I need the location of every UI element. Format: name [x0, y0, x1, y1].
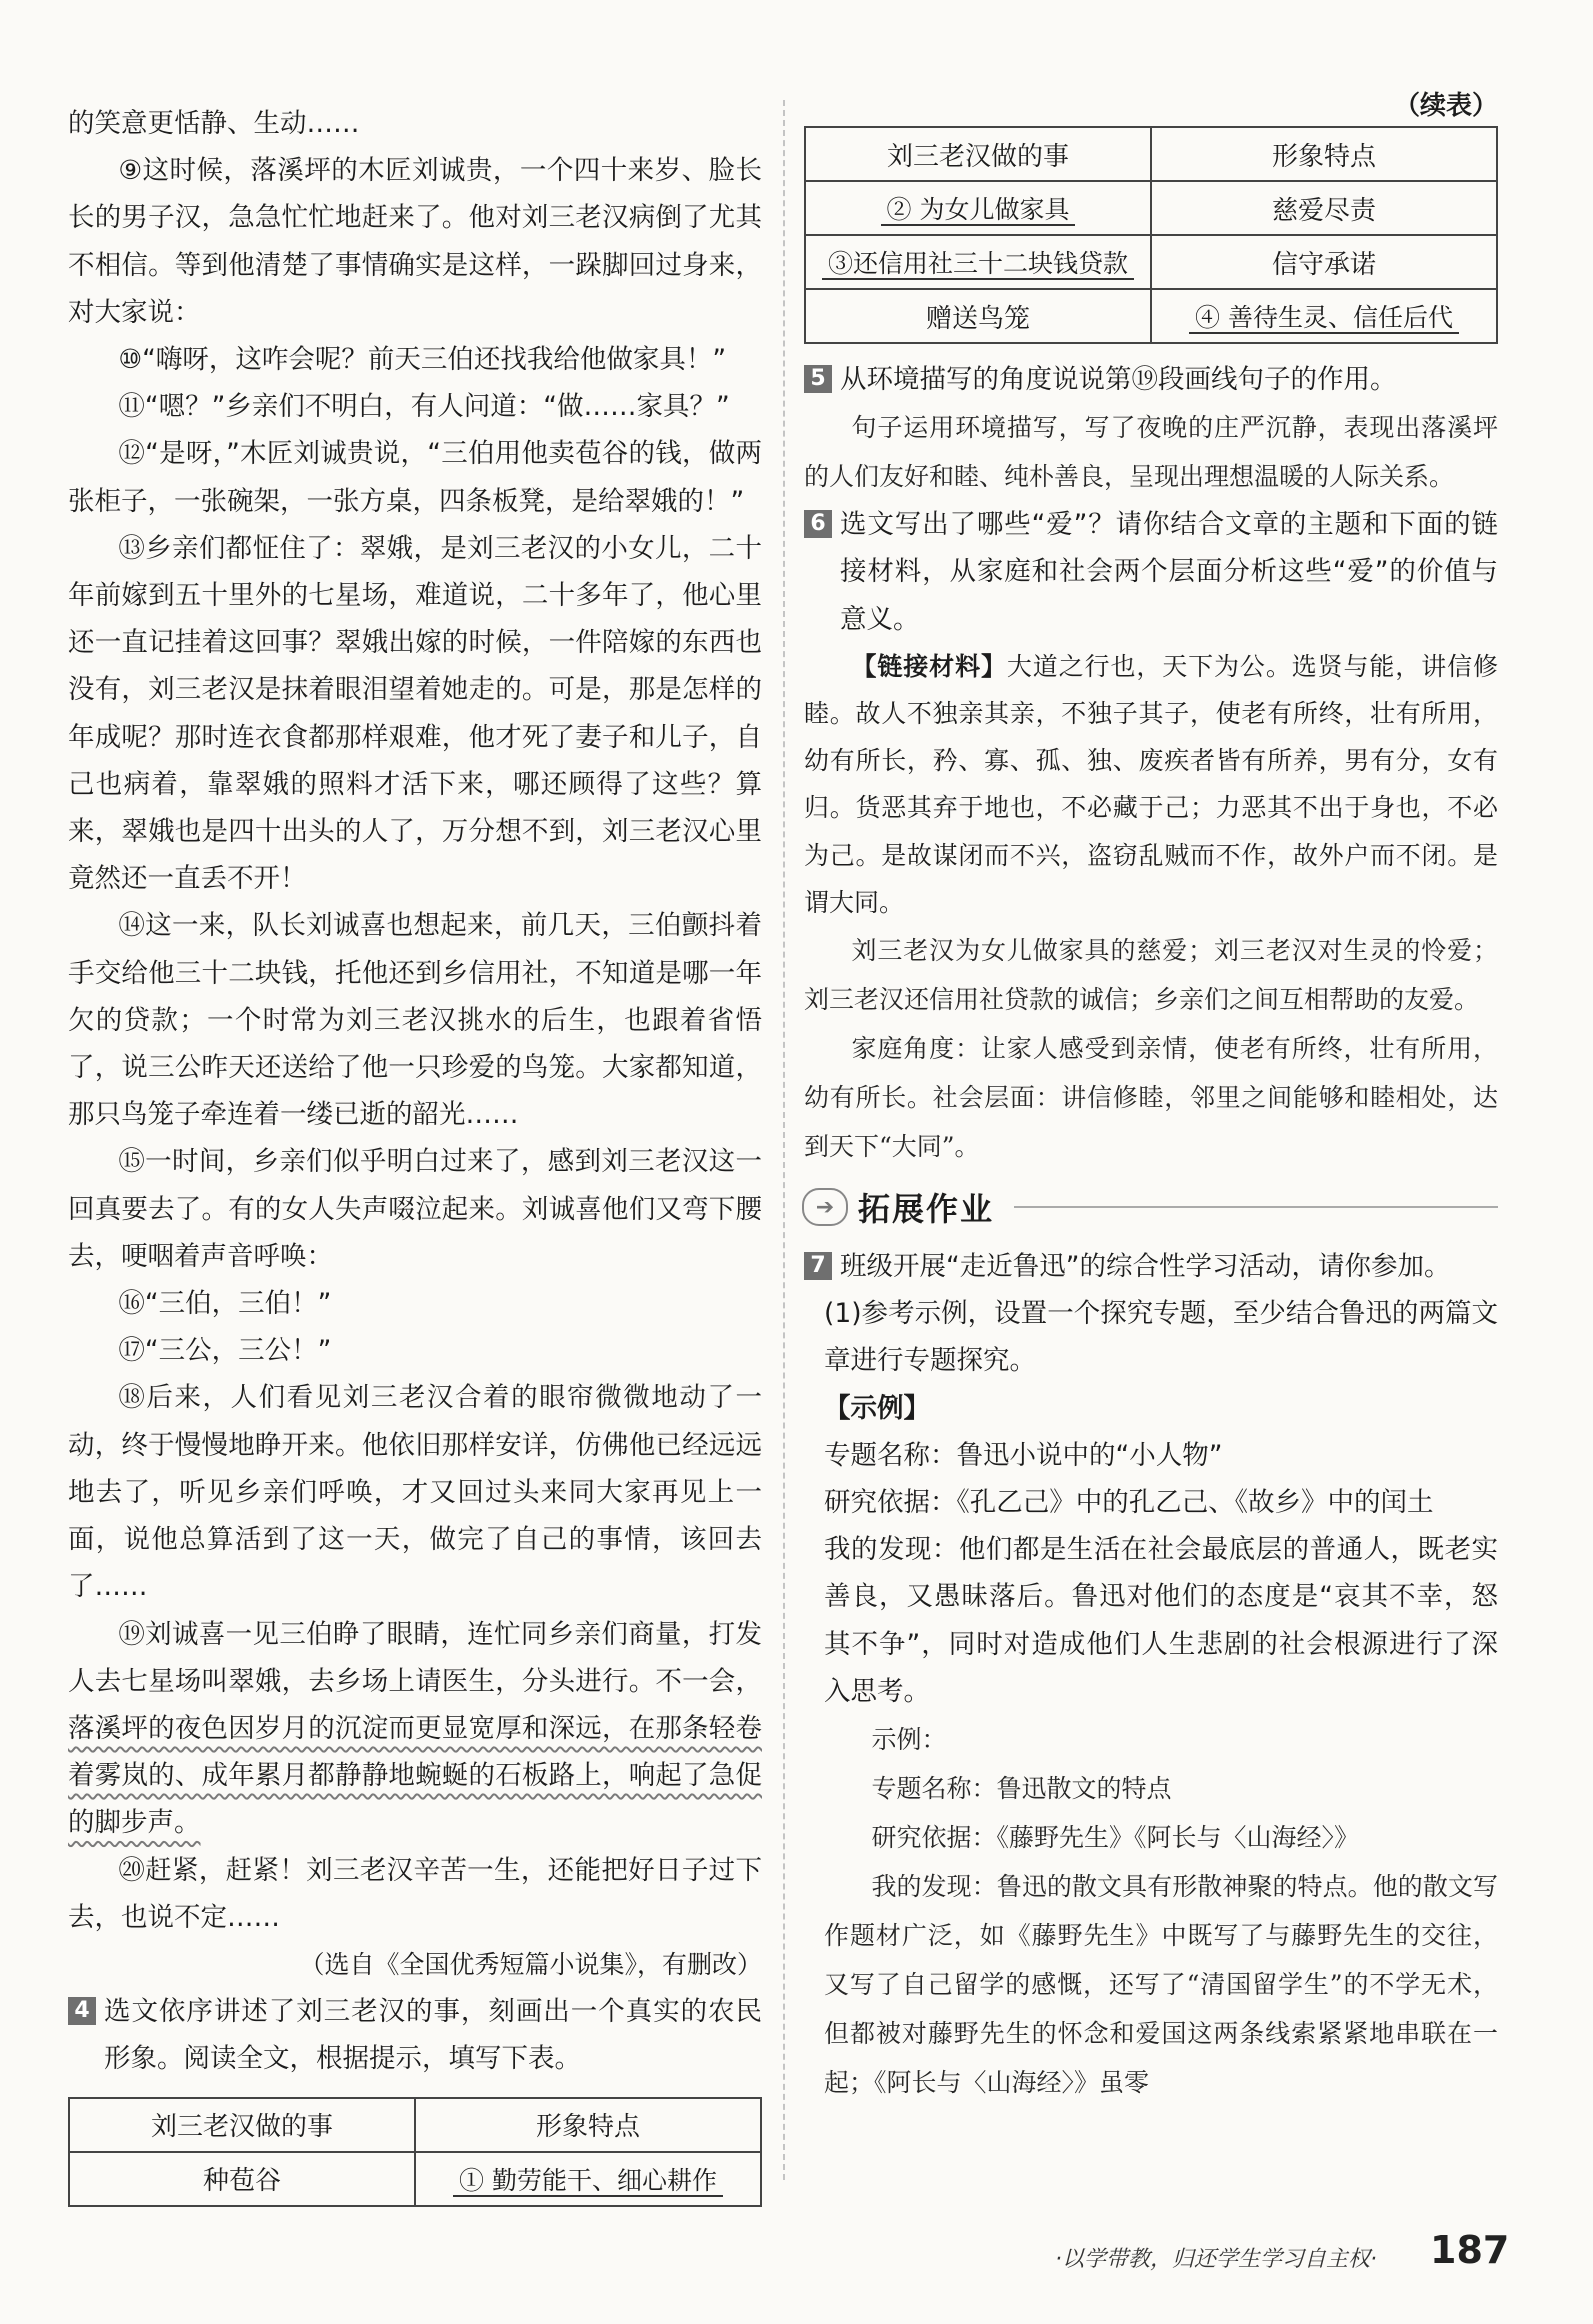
table-row: [69, 2152, 761, 2206]
table-cell: 慈爱尽责: [1151, 181, 1497, 235]
column-divider: [783, 100, 785, 2180]
table-header-row: [805, 127, 1497, 181]
paragraph-8-end: 的笑意更恬静、生动……: [68, 108, 360, 139]
source-citation: （选自《全国优秀短篇小说集》，有删改）: [299, 1949, 762, 1979]
answer-cell: [805, 181, 1151, 235]
example-label: 【示例】: [824, 1392, 930, 1424]
paragraph-11: ⑪“嗯？”乡亲们不明白，有人问道：“做……家具？”: [118, 391, 730, 423]
table-cell: 信守承诺: [1151, 235, 1497, 289]
paragraph-19: [68, 1611, 762, 1847]
paragraph-13: ⑬乡亲们都怔住了：翠娥，是刘三老汉的小女儿，二十年前嫁到五十里外的七星场，难道说，二十多年了，他心里还一直记挂着这回事？翠娥出嫁的时候，一件陪嫁的东西也没有，刘三老汉是抹着眼泪望着她走的。可是，那是怎样的年成呢？那时连衣食都那样艰难，他才死了妻子和儿子，自己也病着，靠翠娥的照料才活下来，哪还顾得了这些？算来，翠娥也是四十出头的人了，万分想不到，刘三老汉心里竟然还一直丢不开！: [68, 532, 762, 895]
answer-cell: [805, 235, 1151, 289]
arrow-icon: ➔: [802, 1188, 848, 1226]
header-rule: [1014, 1206, 1498, 1208]
question-number-badge: 5: [804, 365, 832, 393]
question-7-1: (1)参考示例，设置一个探究专题，至少结合鲁迅的两篇文章进行专题探究。: [824, 1298, 1498, 1377]
answer-7: [804, 1715, 1498, 2107]
answer-7-line: 研究依据：《藤野先生》《阿长与〈山海经〉》: [871, 1823, 1360, 1853]
table-header-deeds: 刘三老汉做的事: [69, 2098, 415, 2152]
example-finding: 我的发现：他们都是生活在社会最底层的普通人，既老实善良，又愚昧落后。鲁迅对他们的态度是“哀其不幸，怒其不争”，同时对造成他们人生悲剧的社会根源进行了深入思考。: [824, 1534, 1498, 1707]
paragraph-15: ⑮一时间，乡亲们似乎明白过来了，感到刘三老汉这一回真要去了。有的女人失声啜泣起来。刘诚喜他们又弯下腰去，哽咽着声音呼唤：: [68, 1146, 762, 1272]
table-header-row: [69, 2098, 761, 2152]
question-number-badge: 6: [804, 510, 832, 538]
example-topic: 专题名称：鲁迅小说中的“小人物”: [824, 1439, 1223, 1471]
table-part-2: [804, 126, 1498, 344]
page-number: 187: [1430, 2228, 1510, 2272]
table-row: [805, 181, 1497, 235]
question-4: [68, 1988, 762, 2082]
question-6-text: 选文写出了哪些“爱”？请你结合文章的主题和下面的链接材料，从家庭和社会两个层面分析这些“爱”的价值与意义。: [840, 509, 1498, 635]
extension-homework-title: 拓展作业: [858, 1190, 995, 1229]
table-cell: 赠送鸟笼: [805, 289, 1151, 343]
example-basis: 研究依据：《孔乙己》中的孔乙己、《故乡》中的闰土: [824, 1487, 1434, 1519]
question-7: [804, 1243, 1498, 1290]
answer-text: ① 勤劳能干、细心耕作: [453, 2166, 723, 2197]
paragraph-20: ⑳赶紧，赶紧！刘三老汉辛苦一生，还能把好日子过下去，也说不定……: [68, 1854, 762, 1933]
right-column: [804, 91, 1498, 2107]
table-row: [805, 235, 1497, 289]
answer-6-part-1: 刘三老汉为女儿做家具的慈爱；刘三老汉对生灵的怜爱；刘三老汉还信用社贷款的诚信；乡亲们之间互相帮助的友爱。: [804, 936, 1498, 1015]
answer-6: [804, 926, 1498, 1171]
question-number-badge: 7: [804, 1252, 832, 1280]
answer-cell: [415, 2152, 761, 2206]
paragraph-17: ⑰“三公，三公！”: [118, 1335, 332, 1367]
paragraph-9: ⑨这时候，落溪坪的木匠刘诚贵，一个四十来岁、脸长长的男子汉，急急忙忙地赶来了。他对刘三老汉病倒了尤其不相信。等到他清楚了事情确实是这样，一跺脚回过身来，对大家说：: [68, 155, 762, 328]
answer-cell: [1151, 289, 1497, 343]
paragraph-14: ⑭这一来，队长刘诚喜也想起来，前几天，三伯颤抖着手交给他三十二块钱，托他还到乡信用社，不知道是哪一年欠的贷款；一个时常为刘三老汉挑水的后生，也跟着省悟了，说三公昨天还送给了他一只珍爱的鸟笼。大家都知道，那只鸟笼子牵连着一缕已逝的韶光……: [68, 910, 762, 1131]
paragraph-19-underlined-sentence: 落溪坪的夜色因岁月的沉淀而更显宽厚和深远，在那条轻卷着雾岚的、成年累月都静静地蜿蜒的石板路上，响起了急促的脚步声。: [68, 1712, 762, 1839]
left-column: [68, 100, 762, 2207]
answer-7-line: 示例：: [871, 1725, 947, 1755]
paragraph-10: ⑩“嗨呀，这咋会呢？前天三伯还找我给他做家具！”: [118, 344, 727, 376]
table-part-1: [68, 2097, 762, 2207]
answer-text: ③还信用社三十二块钱贷款: [822, 249, 1134, 280]
question-5-text: 从环境描写的角度说说第⑲段画线句子的作用。: [840, 364, 1397, 395]
answer-7-line: 专题名称：鲁迅散文的特点: [871, 1774, 1172, 1804]
answer-5: [804, 403, 1498, 501]
question-6: [804, 501, 1498, 643]
answer-text: ② 为女儿做家具: [881, 195, 1076, 226]
extension-homework-header: [802, 1177, 1498, 1237]
link-material-label: 【链接材料】: [851, 651, 1007, 681]
paragraph-12: ⑫“是呀，”木匠刘诚贵说，“三伯用他卖苞谷的钱，做两张柜子，一张碗架，一张方桌，四条板凳，是给翠娥的！”: [68, 438, 762, 517]
question-5: [804, 356, 1498, 403]
table-header-traits: 形象特点: [415, 2098, 761, 2152]
table-header-deeds: 刘三老汉做的事: [805, 127, 1151, 181]
table-row: [805, 289, 1497, 343]
question-4-text: 选文依序讲述了刘三老汉的事，刻画出一个真实的农民形象。阅读全文，根据提示，填写下表。: [104, 1996, 762, 2075]
table-header-traits: 形象特点: [1151, 127, 1497, 181]
answer-7-line: 我的发现：鲁迅的散文具有形散神聚的特点。他的散文写作题材广泛，如《藤野先生》中既写了与藤野先生的交往，又写了自己留学的感慨，还写了“清国留学生”的不学无术，但都被对藤野先生的怀念和爱国这两条线索紧紧地串联在一起；《阿长与〈山海经〉》虽零: [824, 1872, 1498, 2098]
paragraph-19-text: ⑲刘诚喜一见三伯睁了眼睛，连忙同乡亲们商量，打发人去七星场叫翠娥，去乡场上请医生，分头进行。不一会，: [68, 1618, 762, 1697]
paragraph-16: ⑯“三伯，三伯！”: [118, 1288, 332, 1320]
table-cell: 种苞谷: [69, 2152, 415, 2206]
paragraph-18: ⑱后来，人们看见刘三老汉合着的眼帘微微地动了一动，终于慢慢地睁开来。他依旧那样安详，仿佛他已经远远地去了，听见乡亲们呼唤，才又回过头来同大家再见上一面，说他总算活到了这一天，做完了自己的事情，该回去了……: [68, 1382, 762, 1603]
answer-5-text: 句子运用环境描写，写了夜晚的庄严沉静，表现出落溪坪的人们友好和睦、纯朴善良，呈现出理想温暖的人际关系。: [804, 413, 1498, 492]
table-continued-label: （续表）: [1393, 91, 1498, 121]
question-7-text: 班级开展“走近鲁迅”的综合性学习活动，请你参加。: [840, 1251, 1451, 1283]
footer-slogan: ·以学带教，归还学生学习自主权·: [1055, 2247, 1377, 2272]
question-number-badge: 4: [68, 1997, 96, 2025]
answer-text: ④ 善待生灵、信任后代: [1189, 303, 1459, 334]
link-material: [804, 643, 1498, 926]
answer-6-part-2: 家庭角度：让家人感受到亲情，使老有所终，壮有所用，幼有所长。社会层面：讲信修睦，邻里之间能够和睦相处，达到天下“大同”。: [804, 1034, 1498, 1162]
link-material-text: 大道之行也，天下为公。选贤与能，讲信修睦。故人不独亲其亲，不独子其子，使老有所终，壮有所用，幼有所长，矜、寡、孤、独、废疾者皆有所养，男有分，女有归。货恶其弃于地也，不必藏于己；力恶其不出于身也，不必为己。是故谋闭而不兴，盗窃乱贼而不作，故外户而不闭。是谓大同。: [804, 651, 1498, 917]
